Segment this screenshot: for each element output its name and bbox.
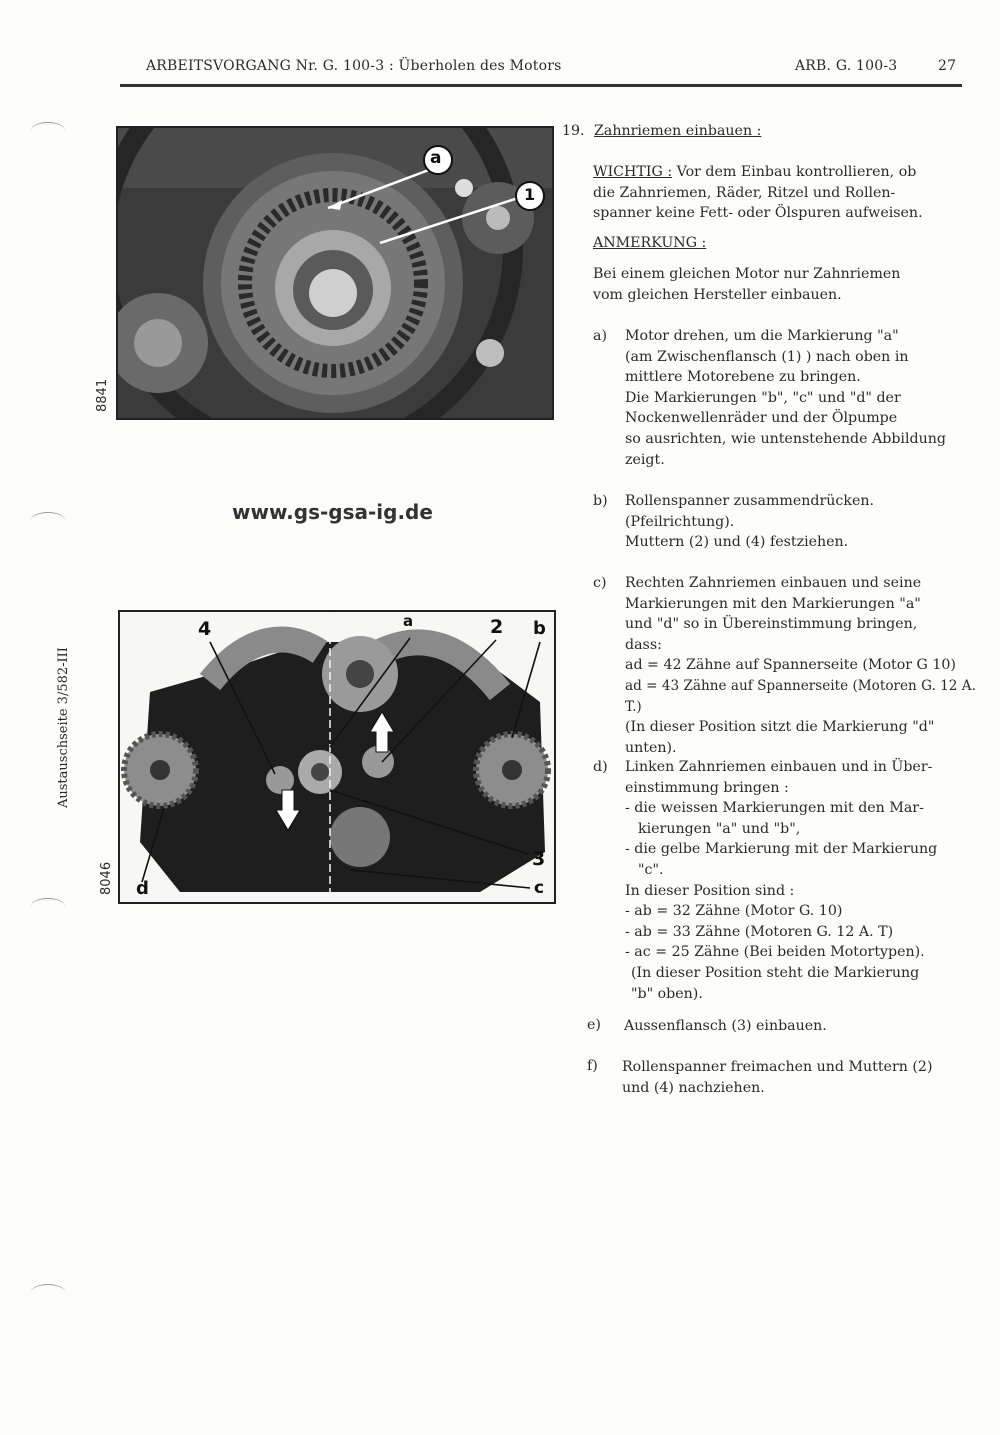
step-f-line: Rollenspanner freimachen und Muttern (2) — [622, 1059, 933, 1075]
important-line: spanner keine Fett- oder Ölspuren aufweisen. — [593, 205, 923, 222]
step-marker-b: b) — [593, 493, 608, 509]
step-d-intro: einstimmung bringen : — [625, 779, 789, 796]
punch-hole — [30, 122, 66, 141]
section-number: 19. — [562, 123, 585, 139]
step-c-line: Markierungen mit den Markierungen "a" — [625, 595, 921, 612]
step-d-count: - ab = 32 Zähne (Motor G. 10) — [625, 903, 843, 920]
step-a-line: zeigt. — [625, 451, 665, 468]
flange-illustration — [118, 128, 552, 418]
note-block — [593, 264, 973, 305]
step-d-bullet: "c". — [638, 861, 664, 878]
step-d-bullet: kierungen "a" und "b", — [638, 820, 801, 837]
step-a-line: Nockenwellenräder und der Ölpumpe — [625, 410, 898, 427]
punch-hole — [30, 1284, 66, 1303]
step-c-line: Rechten Zahnriemen einbauen und seine — [625, 575, 922, 591]
header-rule — [120, 84, 962, 87]
step-marker-d: d) — [593, 759, 608, 775]
step-c-line: unten). — [625, 739, 677, 756]
step-d-count: - ac = 25 Zähne (Bei beiden Motortypen). — [625, 944, 925, 961]
step-e: Aussenflansch (3) einbauen. — [624, 1018, 827, 1034]
step-d-position-intro: In dieser Position sind : — [625, 882, 795, 899]
step-a-line: Motor drehen, um die Markierung "a" — [625, 328, 899, 344]
punch-hole — [30, 898, 66, 917]
note-line: Bei einem gleichen Motor nur Zahnriemen — [593, 266, 901, 282]
label-d: d — [136, 878, 149, 899]
step-d-count: - ab = 33 Zähne (Motoren G. 12 A. T) — [625, 923, 894, 940]
important-label: WICHTIG : — [593, 164, 673, 180]
step-a-line: Die Markierungen "b", "c" und "d" der — [625, 389, 901, 406]
step-d-tail: (In dieser Position steht die Markierung — [631, 964, 920, 981]
label-4: 4 — [198, 618, 212, 640]
punch-hole — [30, 512, 66, 531]
label-1: 1 — [524, 185, 536, 204]
engine-illustration — [120, 612, 554, 902]
side-note: Austauschseite 3/582-III — [56, 647, 71, 808]
step-marker-a: a) — [593, 328, 607, 344]
header-code: ARB. G. 100-3 — [795, 58, 898, 74]
step-f — [622, 1057, 972, 1098]
important-block — [593, 162, 973, 224]
step-f-line: und (4) nachziehen. — [622, 1079, 765, 1096]
figure-number-bottom: 8046 — [99, 861, 114, 895]
figure-flange-photo — [116, 126, 554, 420]
important-line: die Zahnriemen, Räder, Ritzel und Rollen- — [593, 184, 896, 201]
figure-engine-photo — [118, 610, 556, 904]
step-marker-f: f) — [587, 1058, 598, 1074]
label-2: 2 — [490, 616, 504, 638]
step-d-bullet: - die weissen Markierungen mit den Mar- — [625, 800, 924, 817]
label-b: b — [533, 618, 546, 639]
step-c-line: (In dieser Position sitzt die Markierung "d" — [625, 719, 935, 736]
step-b — [625, 491, 970, 553]
label-3: 3 — [532, 848, 546, 870]
step-c-line: ad = 42 Zähne auf Spannerseite (Motor G 10) — [625, 657, 956, 674]
step-marker-c: c) — [593, 575, 607, 591]
step-b-line: Rollenspanner zusammendrücken. — [625, 493, 874, 509]
watermark: www.gs-gsa-ig.de — [232, 500, 433, 524]
step-marker-e: e) — [587, 1017, 601, 1033]
step-c-line: ad = 43 Zähne auf Spannerseite (Motoren G. 12 A. T.) — [625, 677, 976, 715]
step-d — [625, 757, 970, 1004]
section-title: Zahnriemen einbauen : — [594, 123, 762, 139]
label-a: a — [403, 612, 414, 630]
label-c: c — [534, 878, 545, 898]
step-b-line: Muttern (2) und (4) festziehen. — [625, 534, 849, 551]
important-line: Vor dem Einbau kontrollieren, ob — [676, 164, 917, 180]
page-number: 27 — [938, 58, 957, 74]
step-d-intro: Linken Zahnriemen einbauen und in Über- — [625, 759, 933, 775]
step-a-line: mittlere Motorebene zu bringen. — [625, 369, 861, 386]
figure-number-top: 8841 — [95, 378, 110, 412]
step-d-tail: "b" oben). — [631, 985, 703, 1002]
note-line: vom gleichen Hersteller einbauen. — [593, 286, 842, 303]
step-a — [625, 326, 970, 470]
step-d-bullet: - die gelbe Markierung mit der Markierung — [625, 841, 938, 858]
step-a-line: (am Zwischenflansch (1) ) nach oben in — [625, 348, 909, 365]
step-a-line: so ausrichten, wie untenstehende Abbildung — [625, 430, 946, 447]
step-c-line: dass: — [625, 636, 662, 653]
step-c-line: und "d" so in Übereinstimmung bringen, — [625, 616, 918, 633]
step-b-line: (Pfeilrichtung). — [625, 513, 735, 530]
header-title: ARBEITSVORGANG Nr. G. 100-3 : Überholen des Motors — [146, 58, 562, 74]
step-c — [625, 573, 993, 758]
note-label: ANMERKUNG : — [593, 235, 707, 251]
label-a: a — [430, 148, 442, 168]
